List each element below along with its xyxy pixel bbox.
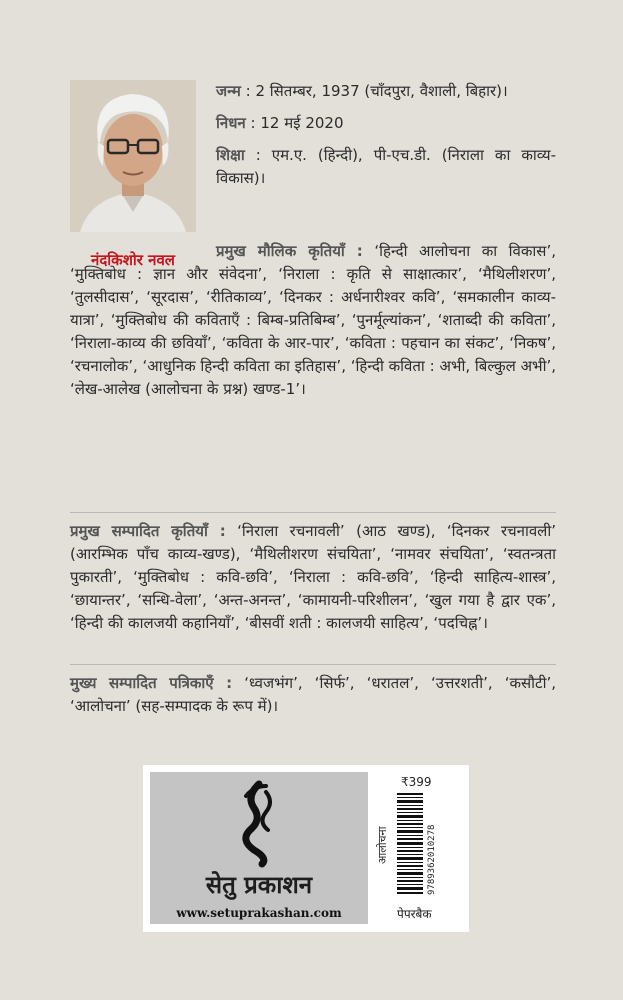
author-bio	[216, 80, 556, 199]
original-works-section	[70, 240, 556, 401]
original-works-label: प्रमुख मौलिक कृतियाँ :	[216, 242, 363, 260]
birth-label: जन्म	[216, 82, 241, 100]
publisher-name: सेतु प्रकाशन	[205, 871, 313, 899]
death-label: निधन	[216, 114, 246, 132]
magazines-paragraph	[70, 672, 556, 718]
publisher-box	[143, 765, 469, 932]
edited-works-paragraph	[70, 520, 556, 635]
section-divider	[70, 664, 556, 665]
edited-works-label: प्रमुख सम्पादित कृतियाँ :	[70, 522, 226, 540]
isbn-number: 9789362010278	[427, 824, 437, 895]
birth-line: जन्म : 2 सितम्बर, 1937 (चाँदपुरा, वैशाली, बिहार)।	[216, 82, 508, 100]
education-label: शिक्षा	[216, 146, 245, 164]
edited-works-section	[70, 520, 556, 635]
original-works-paragraph	[70, 240, 556, 401]
magazines-label: मुख्य सम्पादित पत्रिकाएँ :	[70, 674, 233, 692]
edited-works-list: ‘निराला रचनावली’ (आठ खण्ड), ‘दिनकर रचनावली’ (आरम्भिक पाँच काव्य-खण्ड), ‘मैथिलीशरण संचयिता’, ‘नामवर संचयिता’, ‘स्वतन्त्रता पुकारती’, ‘मुक्तिबोध : कवि-छवि’, ‘निराला : कवि-छवि’, ‘हिन्दी साहित्य-शास्त्र’, ‘छायान्तर’, ‘सन्धि-वेला’, ‘अन्त-अनन्त’, ‘कामायनी-परिशीलन’, ‘खुल गया है द्वार एक’, ‘हिन्दी की कालजयी कहानियाँ’, ‘बीसवीं शती : कालजयी साहित्य’, ‘पदचिह्न’।	[70, 522, 556, 632]
magazines-list: ‘ध्वजभंग’, ‘सिर्फ’, ‘धरातल’, ‘उत्तरशती’, ‘कसौटी’, ‘आलोचना’ (सह-सम्पादक के रूप में)।	[70, 674, 556, 715]
author-photo	[70, 80, 196, 232]
price: ₹399	[401, 775, 432, 789]
education-line: शिक्षा : एम.ए. (हिन्दी), पी-एच.डी. (निराला का काव्य-विकास)।	[216, 146, 556, 187]
magazines-section	[70, 672, 556, 718]
death-line: निधन : 12 मई 2020	[216, 114, 344, 132]
genre-label: आलोचना	[376, 826, 389, 864]
setu-flame-logo-icon	[150, 772, 368, 868]
author-name: नंदकिशोर नवल	[91, 251, 175, 269]
publisher-url[interactable]: www.setuprakashan.com	[176, 906, 342, 920]
binding-type: पेपरबैक	[397, 907, 432, 921]
education-value: एम.ए. (हिन्दी), पी-एच.डी. (निराला का काव्य-विकास)।	[216, 146, 556, 187]
original-works-list: ‘हिन्दी आलोचना का विकास’, ‘मुक्तिबोध : ज्ञान और संवेदना’, ‘निराला : कृति से साक्षात्कार’, ‘मैथिलीशरण’, ‘तुलसीदास’, ‘सूरदास’, ‘रीतिकाव्य’, ‘दिनकर : अर्धनारीश्वर कवि’, ‘समकालीन काव्य-यात्रा’, ‘मुक्तिबोध की कविताएँ : बिम्ब-प्रतिबिम्ब’, ‘पुनर्मूल्यांकन’, ‘शताब्दी की कविता’, ‘निराला-काव्य की छवियाँ’, ‘कविता के आर-पार’, ‘कविता : पहचान का संकट’, ‘निकष’, ‘रचनालोक’, ‘आधुनिक हिन्दी कविता का इतिहास’, ‘हिन्दी कविता : अभी, बिल्कुल अभी’, ‘लेख-आलेख (आलोचना के प्रश्न) खण्ड-1’।	[70, 242, 556, 398]
publisher-logo	[150, 772, 368, 924]
death-value: 12 मई 2020	[260, 114, 344, 132]
section-divider	[70, 512, 556, 513]
barcode-icon	[397, 793, 423, 895]
birth-value: 2 सितम्बर, 1937 (चाँदपुरा, वैशाली, बिहार)।	[255, 82, 508, 100]
